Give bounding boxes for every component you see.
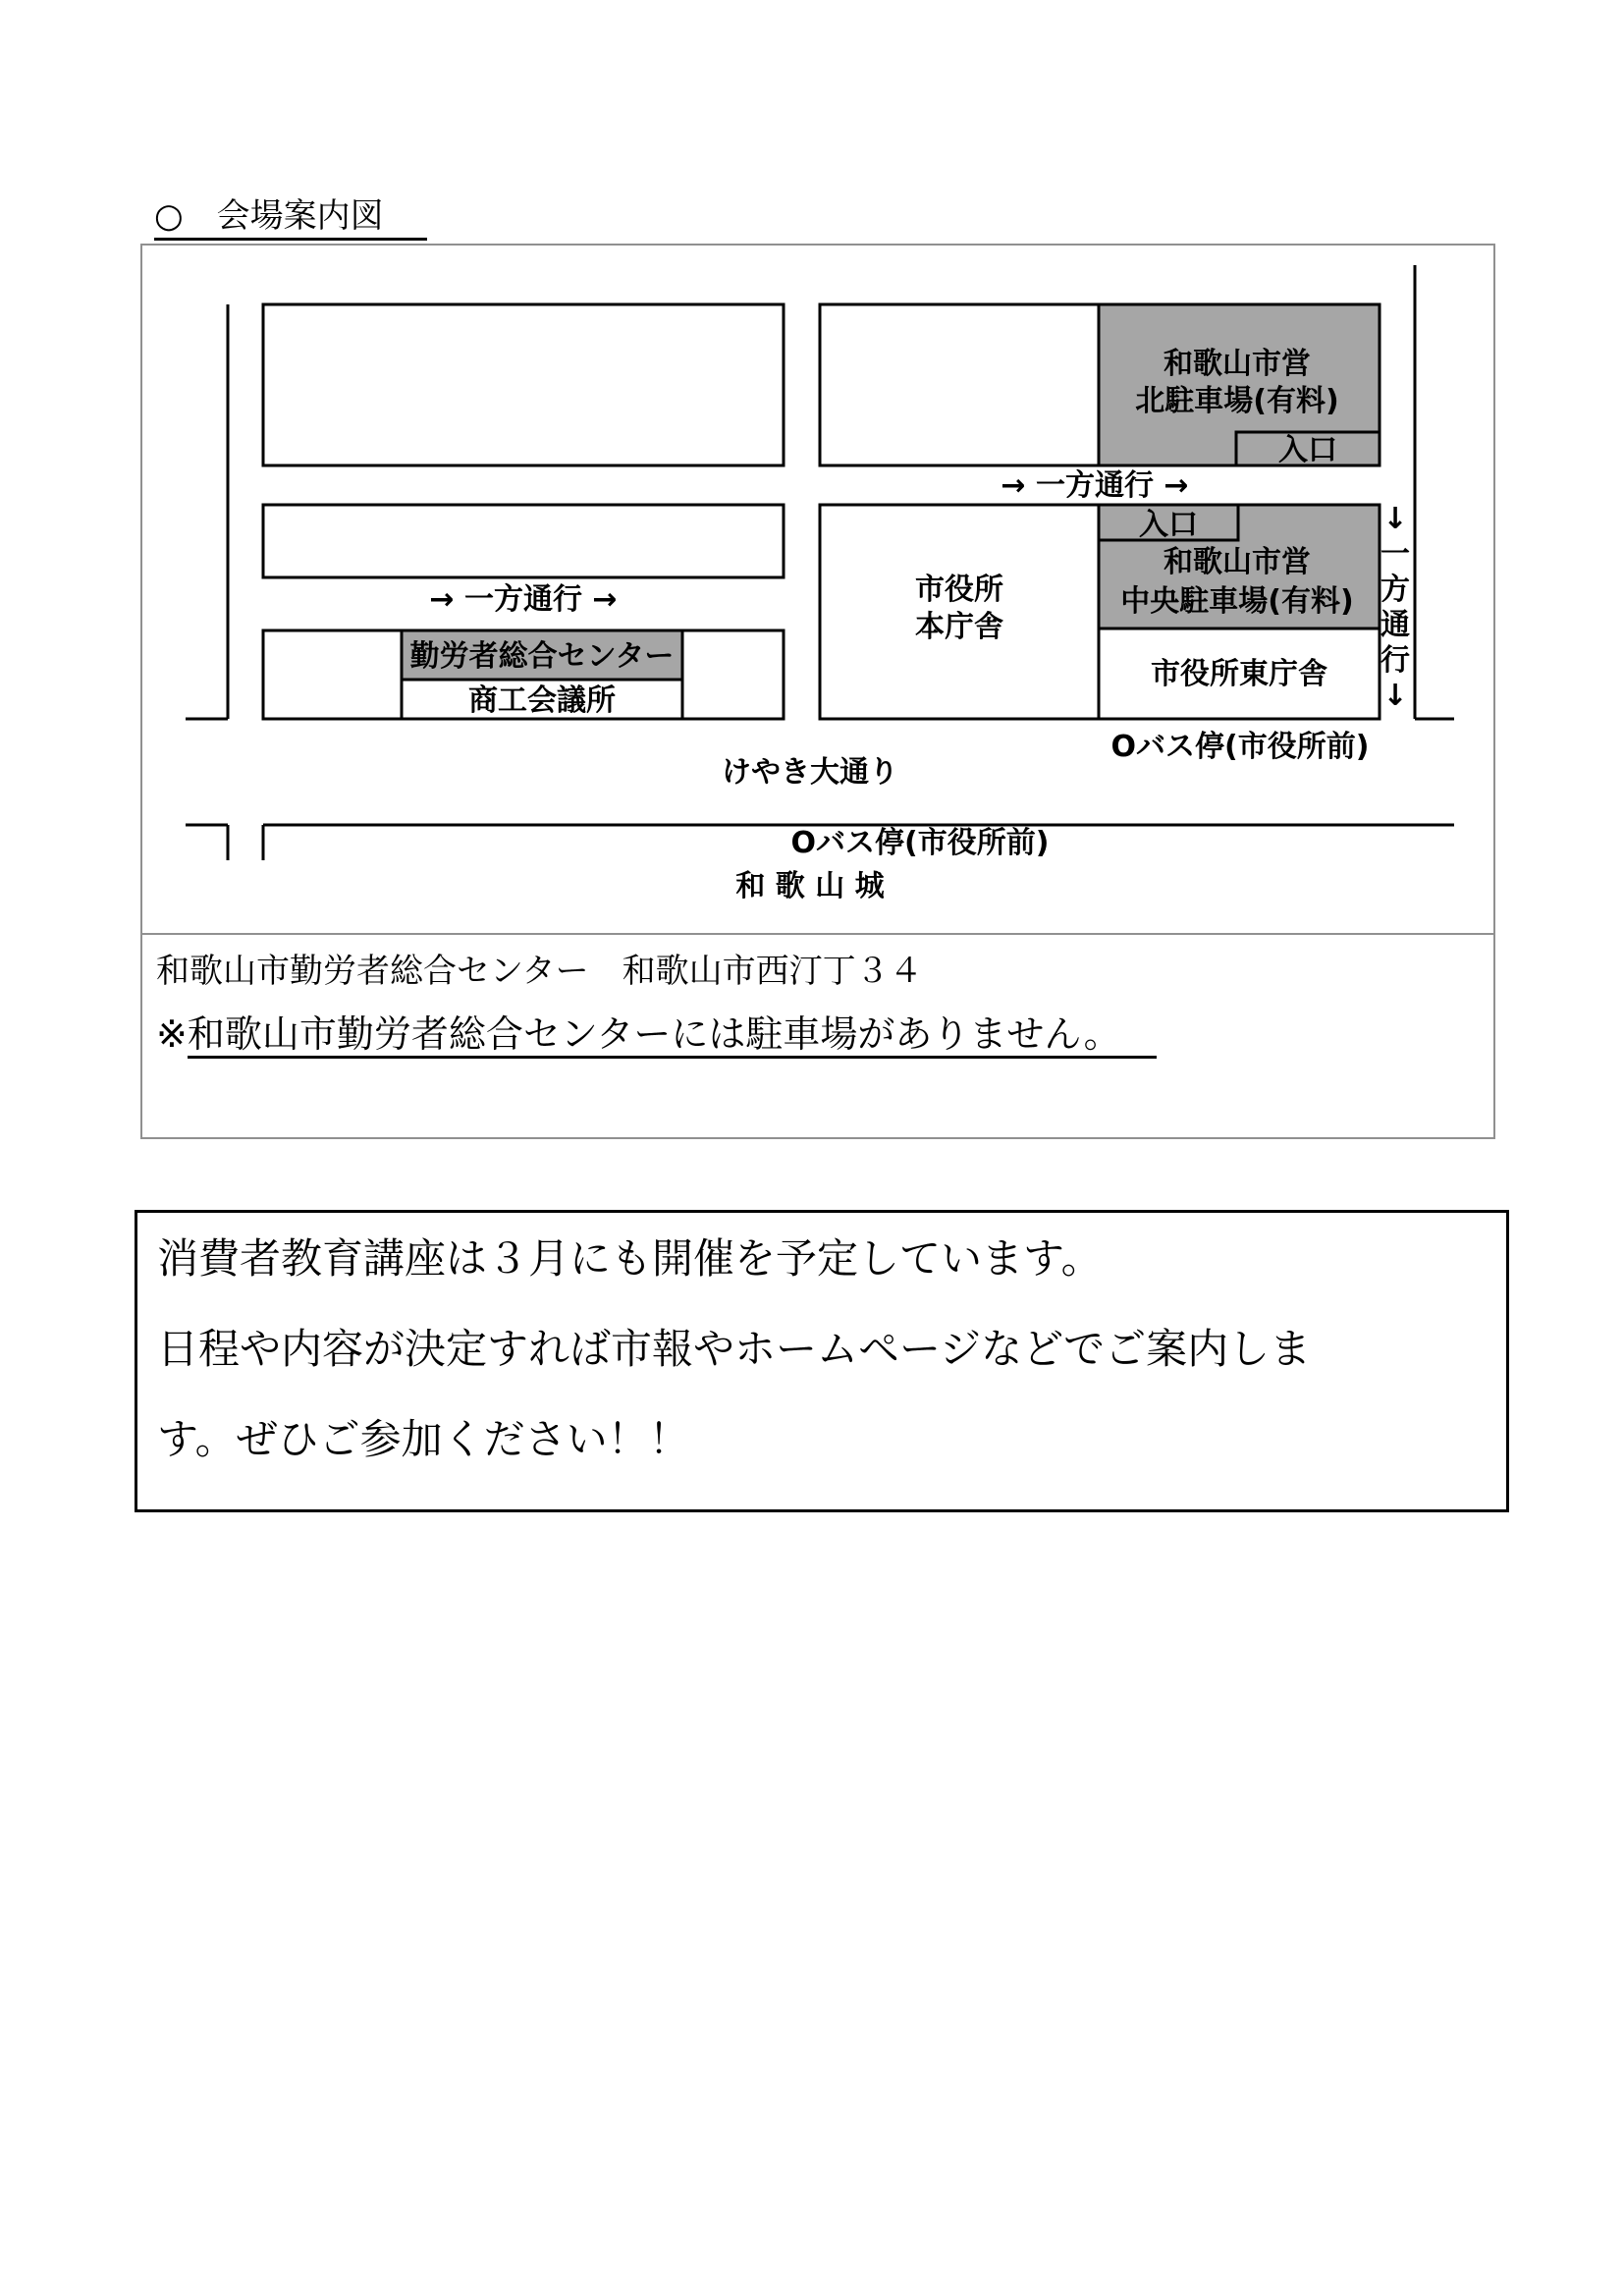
info-line-3: す。ぜひご参加ください！！ bbox=[157, 1415, 690, 1463]
city-hall-main-label-2: 本庁舎 bbox=[915, 610, 1003, 644]
north-parking-label-2: 北駐車場(有料) bbox=[1135, 384, 1339, 418]
map-divider bbox=[142, 933, 1493, 935]
north-entrance-label: 入口 bbox=[1278, 433, 1337, 467]
parking-note-text: 和歌山市勤労者総合センターには駐車場がありません。 bbox=[188, 1012, 1157, 1059]
venue-map bbox=[142, 246, 1493, 933]
parking-note bbox=[156, 1011, 1157, 1057]
section-heading: ○ 会場案内図 bbox=[154, 196, 427, 241]
city-hall-main-label-1: 市役所 bbox=[915, 573, 1003, 607]
castle-label: 和 歌 山 城 bbox=[735, 869, 885, 903]
bus-stop-south-label: Oバス停(市役所前) bbox=[790, 826, 1050, 860]
one-way-right-char-3: 方 bbox=[1380, 573, 1410, 607]
one-way-right-char-2: 一 bbox=[1380, 537, 1410, 572]
labor-center-label: 勤労者総合センター bbox=[409, 639, 675, 674]
block-top-left bbox=[263, 304, 784, 465]
info-line-1: 消費者教育講座は３月にも開催を予定しています。 bbox=[157, 1234, 1103, 1283]
central-parking-label-1: 和歌山市営 bbox=[1164, 545, 1311, 579]
one-way-right-char-5: 行 bbox=[1380, 643, 1410, 678]
city-hall-east-label: 市役所東庁舎 bbox=[1151, 657, 1327, 691]
info-box bbox=[135, 1210, 1509, 1512]
central-entrance-label: 入口 bbox=[1139, 508, 1198, 542]
central-parking-label-2: 中央駐車場(有料) bbox=[1120, 584, 1354, 619]
info-line-2: 日程や内容が決定すれば市報やホームページなどでご案内しま bbox=[157, 1325, 1312, 1373]
bus-stop-north-label: Oバス停(市役所前) bbox=[1110, 730, 1370, 764]
venue-address: 和歌山市勤労者総合センター 和歌山市西汀丁３４ bbox=[156, 952, 923, 991]
block-middle-left bbox=[263, 505, 784, 577]
chamber-label: 商工会議所 bbox=[468, 683, 616, 718]
one-way-right-char-6: ↓ bbox=[1382, 679, 1408, 713]
one-way-right-char-4: 通 bbox=[1380, 608, 1410, 642]
north-parking-label-1: 和歌山市営 bbox=[1164, 347, 1311, 381]
venue-map-frame bbox=[140, 244, 1495, 1139]
note-mark: ※ bbox=[156, 1012, 188, 1056]
one-way-label-top: → 一方通行 → bbox=[1001, 468, 1189, 503]
street-label: けやき大通り bbox=[722, 755, 898, 790]
one-way-label-left: → 一方通行 → bbox=[429, 582, 618, 617]
one-way-right-char-1: ↓ bbox=[1382, 502, 1408, 536]
